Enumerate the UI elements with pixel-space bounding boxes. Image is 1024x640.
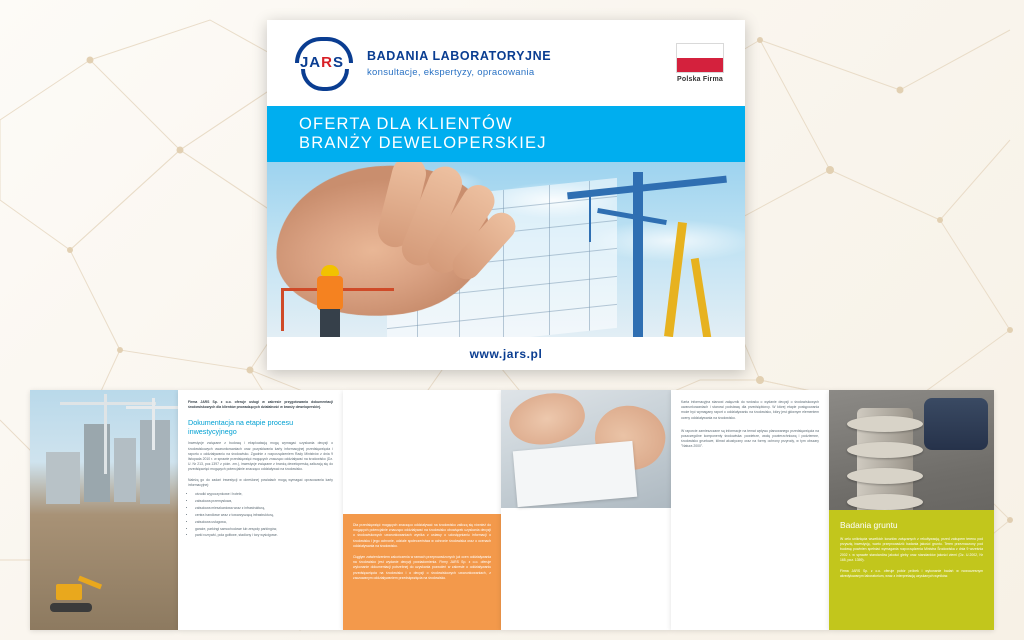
excavator-icon [42, 580, 100, 612]
badania-gruntu-body-2: Firma JARS Sp. z o.o. oferuje pobór próbek i wykonanie badań w nowoczesnym akredytowanym laboratorium, wraz z interpretacją uzyskanych wyników. [840, 569, 983, 579]
inner-page-documentation [178, 390, 343, 630]
inner-page-orange [343, 390, 501, 630]
inner-page-karta-informacyjna [671, 390, 829, 630]
flag-label: Polska Firma [677, 76, 723, 83]
inner-pages-strip [30, 390, 994, 630]
documentation-intro: Firma JARS Sp. z o.o. oferuje usługi w zakresie przygotowania dokumentacji środowiskowych dla klientów prowadzących działalność w branży deweloperskiej. [188, 400, 333, 410]
brochure-cover [267, 20, 745, 370]
cover-title-line2: BRANŻY DEWELOPERSKIEJ [299, 134, 547, 152]
inner-page-photo-construction [30, 390, 178, 630]
orange-body-1: Dla przedsięwzięć mogących znacząco oddziaływać na środowisko zaliczą się również do mogących potencjalnie znacząco oddziaływać na środowisko obowiązek uzyskania decyzji o środowiskowych uwarunkowaniach wynika z ustawy o udostępnianiu informacji o środowisku i jego ochronie, udziale społeczeństwa w ochronie środowiska oraz o ocenach oddziaływania na środowisko. [353, 523, 491, 548]
badania-gruntu-heading: Badania gruntu [840, 520, 898, 530]
documentation-body-1: Inwestycje związane z budową i eksploatacją mogą wymagać uzyskania decyzji o środowiskowych uwarunkowaniach oraz pozyskiwania karty informacyjnej przedsięwzięcia i raportu o oddziaływaniu na środowisko. Zgodnie z rozporządzeniem Rady Ministrów z dnia 9 listopada 2010 r. w sprawie przedsięwzięć mogących znacząco oddziaływać na środowisko (Dz. U. Nr 213, poz.1397 z późn. zm.), inwestycje związane z branżą deweloperską zaliczają się do przedsięwzięć mogących potencjalnie znacząco oddziaływać na środowisko. [188, 441, 333, 472]
karta-text-block [671, 390, 829, 458]
cover-footer [267, 337, 745, 370]
documentation-text-block [178, 390, 343, 548]
badania-gruntu-body-1: W celu uniknięcia wszelkich kosztów związanych z rekultywacją, przed zakupem terenu pod przyszłą inwestycję, warto przeprowadzić badania jakości gruntu. Teren przeznaczony pod budowę powinien spełniać wymagania rozporządzenia Ministra Środowiska z dnia 9 września 2002 r. w sprawie standardów jakości gleby oraz standardów jakości ziemi (Dz. U.2002, Nr 165, poz. 1359). [840, 537, 983, 562]
logo-text: JARS [299, 54, 345, 71]
karta-body-2: W raporcie zamieszczane są informacje na temat wpływu planowanego przedsięwzięcia na poszczególne komponenty środowiska: powietrze, wodę powierzchniową i podziemne, środowisko gruntowe, klimat akustyczny oraz na formy ochrony przyrody, w tym obszary "Natura 2000". [681, 428, 819, 449]
cover-header-title: BADANIA LABORATORYJNE [367, 48, 552, 63]
website-url[interactable]: www.jars.pl [469, 346, 543, 361]
documentation-list [188, 492, 333, 539]
list-item: • ośrodki wypoczynkowe i hotele, [195, 492, 333, 497]
helmet-icon [321, 265, 339, 276]
list-item: • parki rozrywki, pola golfowe, stadiony i tory wyścigowe. [195, 533, 333, 538]
worker-figure [309, 265, 353, 337]
flag-icon [676, 43, 724, 73]
documentation-heading: Dokumentacja na etapie procesu inwestycyjnego [188, 418, 294, 437]
documentation-body-2: Należą go do zadań inwestycji w określonej powiatach mogą wymagać opracowania karty informacyjnej: [188, 477, 333, 487]
orange-content-block [343, 514, 501, 630]
desk-meeting-photo [501, 390, 671, 508]
list-item: • garaże, parkingi samochodowe lub zespoły parkingów, [195, 527, 333, 532]
construction-site-photo [30, 390, 178, 630]
worker-boots [924, 398, 988, 450]
badania-gruntu-block [829, 510, 994, 630]
list-item: • zabudowa przemysłowa, [195, 499, 333, 504]
list-item: • zabudowa usługowa, [195, 520, 333, 525]
cover-title-band [267, 106, 745, 162]
crane-mast [633, 172, 643, 337]
hand-photo-element [504, 390, 590, 452]
cover-header [267, 20, 745, 106]
karta-body-1: Karta informacyjna stanowi załącznik do wniosku o wydanie decyzji o środowiskowych uwarunkowaniach i stanowi podstawę dla przedsiębiorcy. W której etapie postępowania może być wymagany raport o oddziaływaniu na środowisko, który jest głównym elementem oceny oddziaływania na środowisko. [681, 400, 819, 420]
polish-flag-badge [671, 43, 729, 83]
list-item: • zabudowa mieszkaniowa wraz z infrastrukturą, [195, 506, 333, 511]
document-sheet [513, 441, 637, 507]
inner-page-badania-gruntu [829, 390, 994, 630]
crane-hook-line [589, 190, 591, 242]
orange-body-2: Ciągłym zatwierdzeniem zakończenia w ramach przeprowadzonych już ocen oddziaływania na środowisko jest wydanie decyzji powiadomienia. Firmy JARS Sp. z o.o. oferuje wykonanie dokumentacji potrzebnej do uzyskania pozwoleń w zakresie o oddziaływaniu przedsięwzięcia na środowisko i o decyzji o środowiskowych uwarunkowaniach, z zaczuwanym oddziaływaniem przedsięwzięcia na środowisko. [353, 555, 491, 580]
inner-page-desk-photo [501, 390, 671, 630]
cover-header-subtitle: konsultacje, ekspertyzy, opracowania [367, 66, 535, 78]
cover-photo [267, 162, 745, 337]
list-item: • centra handlowe wraz z towarzyszącą infrastrukturą, [195, 513, 333, 518]
cover-title-line1: OFERTA DLA KLIENTÓW [299, 115, 513, 133]
cover-header-text [367, 49, 671, 78]
jars-logo-icon [291, 35, 353, 91]
